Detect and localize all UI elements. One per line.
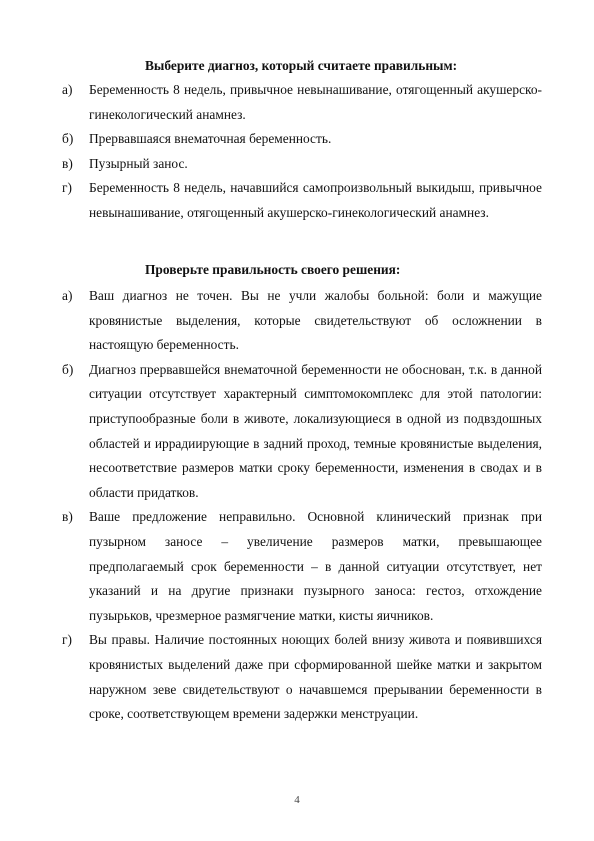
option-text: Беременность 8 недель, начавшийся самопроизвольный выкидыш, привычное невынашивание, отягощенный акушерско-гинекологический анамнез. bbox=[89, 180, 542, 220]
diagnosis-option-d bbox=[62, 176, 542, 225]
page-number: 4 bbox=[294, 794, 300, 806]
option-text: Беременность 8 недель, привычное невынашивание, отягощенный акушерско-гинекологический анамнез. bbox=[89, 82, 542, 122]
answer-text: Ваш диагноз не точен. Вы не учли жалобы больной: боли и мажущие кровянистые выделения, которые свидетельствуют об осложнении в настоящую беременность. bbox=[89, 288, 542, 353]
answers-list bbox=[62, 284, 542, 727]
answer-text: Ваше предложение неправильно. Основной клинический признак при пузырном заносе – увеличение размеров матки, превышающее предполагаемый срок беременности – в данной ситуации отсутствует, нет указаний и на другие признаки пузырного заноса: гестоз, отхождение пузырьков, чрезмерное размягчение матки, кисты яичников. bbox=[89, 509, 542, 623]
option-marker: а) bbox=[62, 82, 73, 97]
answer-marker: г) bbox=[62, 632, 72, 648]
answer-item-d bbox=[62, 628, 542, 726]
answer-marker: а) bbox=[62, 288, 73, 303]
diagnosis-option-a bbox=[62, 78, 542, 127]
option-text: Пузырный занос. bbox=[89, 155, 188, 171]
option-marker: б) bbox=[62, 131, 74, 147]
answer-text: Вы правы. Наличие постоянных ноющих болей внизу живота и появившихся кровянистых выделений даже при сформированной шейке матки и закрытом наружном зеве свидетельствуют о начавшемся прерывании беременности в сроке, соответствующем времени задержки менструации. bbox=[89, 632, 542, 722]
answer-item-c bbox=[62, 505, 542, 628]
diagnosis-options-list bbox=[62, 78, 542, 226]
diagnosis-option-c bbox=[62, 152, 542, 177]
answer-item-b bbox=[62, 358, 542, 506]
answer-item-a bbox=[62, 284, 542, 358]
option-marker: г) bbox=[62, 180, 72, 196]
answers-title: Проверьте правильность своего решения: bbox=[145, 262, 401, 277]
answer-text: Диагноз прервавшейся внематочной беременности не обоснован, т.к. в данной ситуации отсутствует характерный симптомокомплекс для этой патологии: приступообразные боли в животе, локализующиеся в одной из подвздошных областей и иррадиирующие в задний проход, темные кровянистые выделения, несоответствие размеров матки сроку беременности, изменения в сводах и в области придатков. bbox=[89, 361, 542, 500]
option-text: Прервавшаяся внематочная беременность. bbox=[89, 131, 332, 147]
answer-marker: б) bbox=[62, 361, 74, 377]
answer-marker: в) bbox=[62, 509, 73, 525]
question-title: Выберите диагноз, который считаете правильным: bbox=[145, 58, 458, 73]
diagnosis-option-b bbox=[62, 127, 542, 152]
option-marker: в) bbox=[62, 155, 73, 171]
